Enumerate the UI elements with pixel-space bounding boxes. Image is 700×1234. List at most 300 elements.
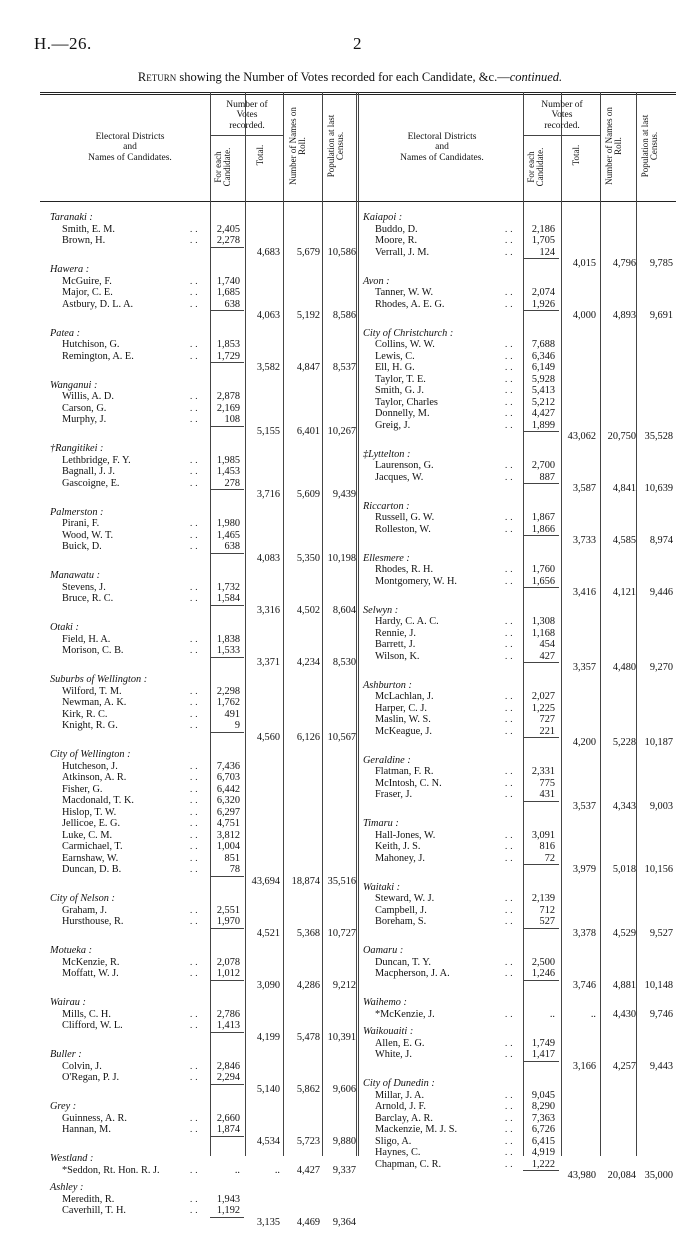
district-name: Palmerston :: [50, 506, 104, 518]
each-col-header: For each Candidate.: [213, 147, 233, 187]
candidate-name: Field, H. A.: [62, 633, 111, 645]
candidate-name: Hannan, M.: [62, 1124, 111, 1135]
total-col-header-right: Total.: [571, 144, 581, 166]
leader-dots: ..: [190, 1072, 201, 1082]
census-population: 10,639: [644, 483, 673, 494]
candidate-name: Steward, W. J.: [375, 893, 435, 904]
leader-dots: ..: [505, 1147, 516, 1157]
candidate-votes: 1,584: [216, 593, 240, 604]
district-name: City of Dunedin :: [363, 1078, 435, 1089]
candidate-name: Buick, D.: [62, 541, 102, 552]
candidate-name: Knight, R. G.: [62, 720, 118, 731]
leader-dots: ..: [505, 777, 516, 788]
district-total: 3,378: [572, 927, 596, 939]
leader-dots: ..: [505, 396, 516, 407]
candidate-votes: 1,465: [216, 529, 240, 541]
leader-dots: ..: [505, 408, 516, 418]
candidate-name: Arnold, J. F.: [375, 1101, 426, 1112]
total-rule: [523, 1170, 559, 1171]
leader-dots: ..: [505, 339, 516, 349]
candidate-votes: 638: [224, 298, 240, 310]
candidate-name: Fisher, G.: [62, 783, 103, 795]
candidate-votes: 5,212: [531, 396, 555, 408]
candidate-votes: 1,004: [216, 841, 240, 852]
leader-dots: ..: [190, 697, 201, 707]
candidate-name: Earnshaw, W.: [62, 852, 119, 864]
candidate-votes: 2,331: [531, 766, 555, 777]
leader-dots: ..: [190, 708, 201, 719]
total-rule: [210, 553, 244, 554]
leader-dots: ..: [505, 373, 516, 384]
district-total: 3,979: [572, 864, 596, 875]
leader-dots: ..: [190, 772, 201, 782]
district-total: 4,063: [256, 310, 280, 321]
candidate-name: *McKenzie, J.: [375, 1008, 435, 1020]
roll-count: 4,469: [296, 1216, 320, 1228]
district-name: Westland :: [50, 1153, 94, 1164]
candidate-votes: 9,045: [531, 1089, 555, 1101]
roll-count: 4,480: [612, 662, 636, 673]
leader-dots: ..: [505, 1158, 516, 1169]
total-rule: [523, 587, 559, 588]
candidate-name: Hardy, C. A. C.: [375, 616, 439, 627]
candidate-votes: 712: [539, 904, 555, 916]
district-name: Otaki :: [50, 622, 79, 633]
census-population: 35,516: [327, 875, 356, 887]
leader-dots: ..: [190, 956, 201, 967]
leader-dots: ..: [190, 1193, 201, 1204]
total-rule: [523, 310, 559, 311]
district-name: Wairau :: [50, 997, 86, 1008]
candidate-name: Sligo, A.: [375, 1135, 412, 1147]
total-rule: [210, 657, 244, 658]
leader-dots: ..: [190, 760, 201, 771]
candidate-name: Flatman, F. R.: [375, 766, 434, 777]
page-header: [0, 0, 700, 56]
candidate-name: Hislop, T. W.: [62, 806, 117, 818]
census-population: 9,439: [332, 489, 356, 500]
divider: [600, 92, 601, 1156]
candidate-votes: ..: [234, 1164, 240, 1176]
candidate-votes: 6,346: [531, 350, 555, 362]
candidate-votes: 1,970: [216, 916, 240, 927]
roll-count: 5,228: [612, 737, 636, 748]
district-name: Kaiapoi :: [363, 212, 403, 223]
candidate-name: Duncan, T. Y.: [375, 956, 431, 968]
census-population: 9,337: [332, 1164, 356, 1176]
leader-dots: ..: [505, 893, 516, 903]
district-total: 5,140: [256, 1083, 280, 1095]
census-population: 10,187: [644, 737, 673, 748]
district-total: 3,166: [572, 1060, 596, 1072]
candidate-votes: 2,500: [531, 956, 555, 968]
candidate-votes: 1,705: [531, 235, 555, 246]
candidate-name: Atkinson, A. R.: [62, 772, 127, 783]
candidate-votes: 1,943: [216, 1193, 240, 1205]
leader-dots: ..: [505, 1008, 516, 1019]
district-name: Motueka :: [50, 945, 93, 956]
total-rule: [210, 876, 244, 877]
roll-count: 4,430: [612, 1008, 636, 1020]
census-population: 9,364: [332, 1216, 356, 1228]
roll-count: 4,343: [612, 800, 636, 812]
roll-count: 4,427: [296, 1164, 320, 1176]
candidate-votes: 3,812: [216, 829, 240, 841]
total-rule: [210, 310, 244, 311]
roll-count: 6,126: [296, 731, 320, 743]
total-rule: [210, 980, 244, 981]
candidate-votes: 5,413: [531, 385, 555, 396]
leader-dots: ..: [190, 414, 201, 424]
candidate-votes: 2,186: [531, 223, 555, 235]
candidate-votes: 9: [234, 720, 240, 731]
district-total: 4,683: [256, 246, 280, 258]
candidate-votes: 1,740: [216, 275, 240, 287]
divider: [636, 92, 637, 1156]
candidate-name: Carmichael, T.: [62, 841, 123, 852]
census-population: 9,446: [649, 587, 673, 598]
district-name: Geraldine :: [363, 754, 411, 766]
census-population: 8,530: [332, 656, 356, 668]
leader-dots: ..: [190, 1020, 201, 1030]
leader-dots: ..: [190, 298, 201, 309]
district-name: Waikouaiti :: [363, 1026, 414, 1037]
leader-dots: ..: [505, 1135, 516, 1146]
candidate-name: Jacques, W.: [375, 471, 424, 483]
candidate-name: Wilson, K.: [375, 650, 420, 662]
district-name: Riccarton :: [363, 500, 410, 512]
leader-dots: ..: [505, 298, 516, 309]
leader-dots: ..: [505, 956, 516, 967]
leader-dots: ..: [505, 616, 516, 626]
district-name: Wanganui :: [50, 379, 98, 391]
candidate-votes: 1,874: [216, 1124, 240, 1135]
leader-dots: ..: [505, 829, 516, 840]
census-population: 10,198: [327, 552, 356, 564]
candidate-name: Rhodes, R. H.: [375, 564, 434, 575]
candidate-votes: 6,703: [216, 772, 240, 783]
candidate-votes: 6,726: [531, 1124, 555, 1135]
district-name: Ashburton :: [363, 679, 412, 691]
total-rule: [210, 426, 244, 427]
candidate-votes: 1,417: [531, 1049, 555, 1060]
candidate-name: Guinness, A. R.: [62, 1112, 127, 1124]
candidate-votes: 1,656: [531, 575, 555, 587]
roll-count: 5,368: [296, 927, 320, 939]
candidate-votes: 1,413: [216, 1020, 240, 1031]
leader-dots: ..: [505, 766, 516, 776]
roll-col-header: Number of Names on Roll.: [288, 107, 308, 185]
candidate-name: Rhodes, A. E. G.: [375, 298, 445, 310]
candidate-name: Maslin, W. S.: [375, 714, 431, 725]
leader-dots: ..: [505, 650, 516, 661]
district-name: Oamaru :: [363, 945, 404, 956]
candidate-votes: 5,928: [531, 373, 555, 385]
leader-dots: ..: [190, 806, 201, 817]
leader-dots: ..: [505, 223, 516, 234]
leader-dots: ..: [505, 575, 516, 586]
leader-dots: ..: [505, 460, 516, 470]
leader-dots: ..: [505, 639, 516, 649]
candidate-name: Brown, H.: [62, 235, 106, 246]
census-population: 9,880: [332, 1135, 356, 1147]
leader-dots: ..: [190, 350, 201, 361]
census-population: 9,746: [649, 1008, 673, 1020]
roll-count: 5,478: [296, 1031, 320, 1043]
district-total: 3,135: [256, 1216, 280, 1228]
district-total: 43,694: [251, 875, 280, 887]
candidate-name: Carson, G.: [62, 402, 107, 414]
district-total: 4,199: [256, 1031, 280, 1043]
census-population: 9,606: [332, 1083, 356, 1095]
candidate-name: McKeague, J.: [375, 725, 432, 737]
leader-dots: ..: [190, 339, 201, 349]
total-rule: [210, 247, 244, 248]
candidate-name: Luke, C. M.: [62, 829, 113, 841]
candidate-votes: 2,405: [216, 223, 240, 235]
district-name: Selwyn :: [363, 604, 399, 616]
leader-dots: ..: [505, 235, 516, 245]
candidate-name: Keith, J. S.: [375, 841, 421, 852]
leader-dots: ..: [190, 275, 201, 286]
candidate-votes: 1,760: [531, 564, 555, 575]
candidate-votes: 887: [539, 471, 555, 483]
candidate-name: Wilford, T. M.: [62, 685, 122, 697]
candidate-name: Morison, C. B.: [62, 645, 124, 656]
candidate-votes: 638: [224, 541, 240, 552]
divider: [210, 92, 211, 1156]
total-rule: [523, 483, 559, 484]
candidate-votes: 2,660: [216, 1112, 240, 1124]
candidate-name: Fraser, J.: [375, 789, 413, 800]
candidate-name: Caverhill, T. H.: [62, 1205, 126, 1216]
candidate-votes: 1,749: [531, 1037, 555, 1049]
leader-dots: ..: [505, 287, 516, 297]
roll-count: 5,350: [296, 552, 320, 564]
district-total: 5,155: [256, 425, 280, 437]
candidate-votes: 1,866: [531, 523, 555, 535]
each-col-header-right: For each Candidate.: [526, 147, 546, 187]
candidate-votes: 1,012: [216, 968, 240, 979]
district-total: 4,015: [572, 258, 596, 269]
leader-dots: ..: [190, 645, 201, 655]
candidate-name: Rolleston, W.: [375, 523, 431, 535]
candidate-name: Clifford, W. L.: [62, 1020, 123, 1031]
leader-dots: ..: [190, 852, 201, 863]
candidate-votes: 1,453: [216, 466, 240, 477]
candidate-votes: 2,298: [216, 685, 240, 697]
census-population: 10,156: [644, 864, 673, 875]
roll-count: 4,502: [296, 604, 320, 616]
candidate-votes: 1,762: [216, 697, 240, 708]
leader-dots: ..: [190, 1205, 201, 1215]
district-name: Taranaki :: [50, 212, 93, 223]
roll-count: 20,750: [607, 431, 636, 442]
leader-dots: ..: [505, 1124, 516, 1134]
candidate-votes: 8,290: [531, 1101, 555, 1112]
district-total: 3,587: [572, 483, 596, 494]
district-total: 4,521: [256, 927, 280, 939]
candidate-votes: 1,838: [216, 633, 240, 645]
leader-dots: ..: [190, 235, 201, 245]
district-total: ..: [590, 1008, 596, 1020]
leader-dots: ..: [505, 362, 516, 372]
candidate-votes: 2,846: [216, 1060, 240, 1072]
leader-dots: ..: [505, 789, 516, 799]
candidate-name: Chapman, C. R.: [375, 1158, 442, 1170]
leader-dots: ..: [505, 1101, 516, 1111]
leader-dots: ..: [190, 391, 201, 401]
candidate-votes: 454: [539, 639, 555, 650]
total-rule: [523, 980, 559, 981]
leader-dots: ..: [190, 541, 201, 551]
district-total: 3,357: [572, 662, 596, 673]
candidate-votes: 221: [539, 725, 555, 737]
census-population: 9,443: [649, 1060, 673, 1072]
district-total: ..: [274, 1164, 280, 1176]
candidate-name: Macpherson, J. A.: [375, 968, 450, 979]
leader-dots: ..: [505, 564, 516, 574]
candidate-votes: 1,246: [531, 968, 555, 979]
roll-count: 6,401: [296, 425, 320, 437]
census-population: 35,000: [644, 1170, 673, 1181]
total-rule: [210, 1217, 244, 1218]
candidate-name: Barclay, A. R.: [375, 1112, 433, 1124]
candidate-name: Murphy, J.: [62, 414, 107, 425]
leader-dots: ..: [190, 783, 201, 794]
leader-dots: ..: [190, 916, 201, 926]
roll-count: 5,018: [612, 864, 636, 875]
leader-dots: ..: [190, 466, 201, 476]
census-population: 10,391: [327, 1031, 356, 1043]
candidate-name: Ell, H. G.: [375, 362, 415, 373]
candidate-votes: 6,149: [531, 362, 555, 373]
census-population: 10,148: [644, 979, 673, 991]
candidate-name: Hutchison, G.: [62, 339, 120, 350]
candidate-name: Lewis, C.: [375, 350, 415, 362]
leader-dots: ..: [505, 419, 516, 430]
district-total: 3,716: [256, 489, 280, 500]
candidate-votes: 1,685: [216, 287, 240, 298]
roll-col-header-right: Number of Names on Roll.: [604, 107, 624, 185]
leader-dots: ..: [505, 246, 516, 257]
candidate-name: Kirk, R. C.: [62, 708, 108, 720]
district-name: Waihemo :: [363, 997, 407, 1008]
roll-count: 4,529: [612, 927, 636, 939]
candidate-votes: 1,222: [531, 1158, 555, 1170]
leader-dots: ..: [505, 714, 516, 724]
leader-dots: ..: [505, 627, 516, 638]
total-rule: [523, 1061, 559, 1062]
district-name: Hawera :: [50, 264, 90, 275]
leader-dots: ..: [190, 904, 201, 915]
candidate-name: Newman, A. K.: [62, 697, 127, 708]
candidate-votes: 2,169: [216, 402, 240, 414]
district-total: 3,537: [572, 800, 596, 812]
district-name: City of Nelson :: [50, 893, 115, 904]
census-population: 8,604: [332, 604, 356, 616]
candidate-name: Taylor, Charles: [375, 396, 438, 408]
district-total: 3,582: [256, 362, 280, 373]
leader-dots: ..: [505, 350, 516, 361]
candidate-votes: 1,308: [531, 616, 555, 627]
candidate-votes: 7,363: [531, 1112, 555, 1124]
leader-dots: ..: [190, 1112, 201, 1123]
candidate-votes: 775: [539, 777, 555, 789]
candidate-votes: 108: [224, 414, 240, 425]
candidate-name: Smith, G. J.: [375, 385, 424, 396]
candidate-name: Astbury, D. L. A.: [62, 298, 134, 310]
candidate-name: Rennie, J.: [375, 627, 416, 639]
candidate-name: *Seddon, Rt. Hon. R. J.: [62, 1164, 160, 1176]
candidate-votes: 2,294: [216, 1072, 240, 1083]
leader-dots: ..: [190, 529, 201, 540]
candidate-votes: 2,027: [531, 691, 555, 702]
candidate-name: Hutcheson, J.: [62, 760, 118, 772]
district-total: 43,062: [567, 431, 596, 442]
candidate-votes: 1,985: [216, 454, 240, 466]
district-name: Grey :: [50, 1101, 77, 1112]
district-total: 3,416: [572, 587, 596, 598]
candidate-name: White, J.: [375, 1049, 412, 1060]
leader-dots: ..: [505, 471, 516, 482]
candidate-votes: 427: [539, 650, 555, 662]
leader-dots: ..: [190, 223, 201, 234]
leader-dots: ..: [190, 402, 201, 413]
candidate-name: Haynes, C.: [375, 1147, 421, 1158]
district-name: Ellesmere :: [363, 552, 410, 564]
page-number: 2: [353, 34, 362, 53]
candidate-votes: 431: [539, 789, 555, 800]
leader-dots: ..: [190, 1164, 201, 1175]
candidate-name: Graham, J.: [62, 904, 107, 916]
total-rule: [523, 535, 559, 536]
candidate-votes: 2,078: [216, 956, 240, 968]
candidate-name: Stevens, J.: [62, 581, 106, 593]
candidate-votes: 1,899: [531, 419, 555, 431]
candidate-name: Boreham, S.: [375, 916, 427, 927]
candidate-votes: 2,786: [216, 1008, 240, 1020]
candidate-votes: 527: [539, 916, 555, 927]
roll-count: 5,679: [296, 246, 320, 258]
candidate-votes: 2,278: [216, 235, 240, 246]
candidate-name: Allen, E. G.: [375, 1037, 425, 1049]
candidate-votes: 278: [224, 477, 240, 489]
candidate-votes: 4,427: [531, 408, 555, 419]
district-col-header-right: Electoral Districts and Names of Candidates.: [400, 132, 484, 163]
leader-dots: ..: [190, 1060, 201, 1071]
candidate-name: Colvin, J.: [62, 1060, 102, 1072]
total-rule: [523, 737, 559, 738]
district-name: Timaru :: [363, 818, 399, 829]
candidate-votes: 1,926: [531, 298, 555, 310]
candidate-name: Macdonald, T. K.: [62, 795, 134, 806]
district-total: 4,083: [256, 552, 280, 564]
candidate-votes: 124: [539, 246, 555, 258]
candidate-votes: 3,091: [531, 829, 555, 841]
total-rule: [210, 362, 244, 363]
candidate-name: Russell, G. W.: [375, 512, 435, 523]
candidate-name: Wood, W. T.: [62, 529, 114, 541]
district-total: 3,090: [256, 979, 280, 991]
total-rule: [210, 489, 244, 490]
candidate-name: Buddo, D.: [375, 223, 418, 235]
leader-dots: ..: [190, 818, 201, 828]
roll-count: 18,874: [291, 875, 320, 887]
district-name: †Rangitikei :: [50, 443, 104, 454]
candidate-votes: 816: [539, 841, 555, 852]
district-col-header: Electoral Districts and Names of Candidates.: [88, 132, 172, 163]
